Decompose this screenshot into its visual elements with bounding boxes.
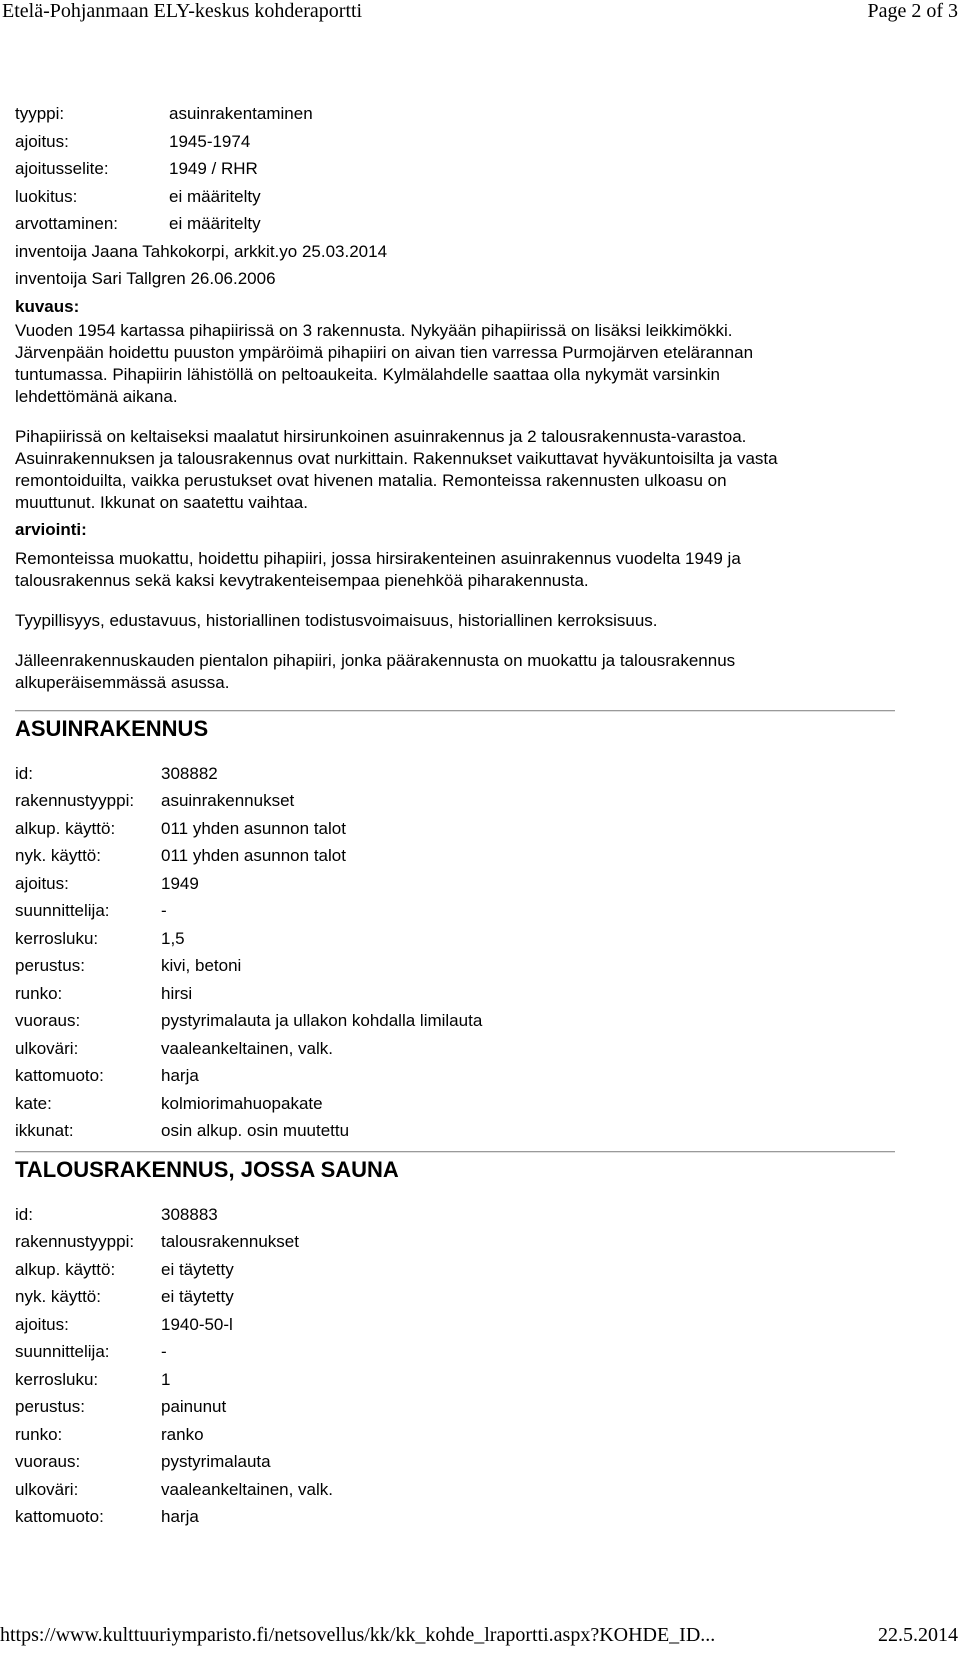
attribute-value: - <box>161 1342 167 1361</box>
attribute-key: vuoraus: <box>15 1011 81 1030</box>
text-line: talousrakennus sekä kaksi kevytrakenteisempaa pienehköä piharakennusta. <box>15 570 589 590</box>
info-key: ajoitus: <box>15 131 69 151</box>
attribute-key: perustus: <box>15 1397 85 1416</box>
info-row <box>15 210 895 238</box>
info-value: asuinrakentaminen <box>169 104 313 123</box>
text-line: Remonteissa muokattu, hoidettu pihapiiri, jossa hirsirakenteinen asuinrakennus vuodelta 1949 ja <box>15 548 741 568</box>
text-line: Pihapiirissä on keltaiseksi maalatut hirsirunkoinen asuinrakennus ja 2 talousrakennusta-varastoa. <box>15 427 747 446</box>
info-row <box>15 155 895 183</box>
attribute-value: kolmiorimahuopakate <box>161 1093 323 1113</box>
page-number: Page 2 of 3 <box>867 0 958 22</box>
attribute-value: kivi, betoni <box>161 956 242 975</box>
attribute-row <box>15 1448 895 1476</box>
attribute-key: suunnittelija: <box>15 901 110 920</box>
attribute-row <box>15 815 895 843</box>
attribute-value: 1949 <box>161 873 199 893</box>
building-heading: ASUINRAKENNUS <box>15 715 209 741</box>
kuvaus-paragraph <box>15 320 895 408</box>
attribute-value: pystyrimalauta <box>161 1452 271 1471</box>
attribute-key: ajoitus: <box>15 873 69 893</box>
attribute-key: kattomuoto: <box>15 1507 104 1526</box>
attribute-row <box>15 1366 895 1394</box>
attribute-row <box>15 1035 895 1063</box>
attribute-row <box>15 1256 895 1284</box>
info-value: 1945-1974 <box>169 131 251 151</box>
attribute-row <box>15 787 895 815</box>
attribute-value: 011 yhden asunnon talot <box>161 818 346 838</box>
attribute-row <box>15 1476 895 1504</box>
attribute-row <box>15 870 895 898</box>
attribute-key: runko: <box>15 1424 63 1444</box>
attribute-key: ajoitus: <box>15 1314 69 1334</box>
attribute-row <box>15 1201 895 1229</box>
page-header <box>0 0 960 26</box>
text-line: remontoiduilta, vaikka perustukset ovat hivenen matalia. Remonteissa rakennusten ulkoasu on <box>15 471 727 490</box>
section-divider <box>15 710 895 712</box>
info-row <box>15 183 895 211</box>
attribute-row <box>15 1503 895 1531</box>
attribute-value: pystyrimalauta ja ullakon kohdalla limilauta <box>161 1011 483 1030</box>
attribute-value: vaaleankeltainen, valk. <box>161 1038 334 1058</box>
text-line: lehdettömänä aikana. <box>15 387 178 406</box>
attribute-key: vuoraus: <box>15 1452 81 1471</box>
report-content <box>15 100 895 1531</box>
text-line: alkuperäisemmässä asussa. <box>15 672 230 692</box>
info-key: luokitus: <box>15 186 78 206</box>
text-line: tuntumassa. Pihapiirin lähistöllä on peltoaukeita. Kylmälahdelle saattaa olla nykymät varsinkin <box>15 365 720 384</box>
attribute-value: 1 <box>161 1369 171 1389</box>
arviointi-paragraph <box>15 610 895 632</box>
info-key: arvottaminen: <box>15 214 118 233</box>
report-title: Etelä-Pohjanmaan ELY-keskus kohderaportti <box>2 0 363 22</box>
info-row <box>15 128 895 156</box>
text-line: Järvenpään hoidettu puuston ympäröimä pihapiiri on aivan tien varressa Purmojärven etelärannan <box>15 343 754 362</box>
arviointi-paragraph <box>15 548 895 592</box>
arviointi-paragraph <box>15 650 895 694</box>
info-value: ei määritelty <box>169 214 261 233</box>
attribute-value: ranko <box>161 1424 204 1444</box>
source-url: https://www.kulttuuriymparisto.fi/netsovellus/kk/kk_kohde_lraportti.aspx?KOHDE_ID... <box>0 1624 716 1646</box>
attribute-key: ulkoväri: <box>15 1479 79 1499</box>
attribute-key: kattomuoto: <box>15 1066 104 1085</box>
attribute-key: alkup. käyttö: <box>15 818 116 838</box>
attribute-value: hirsi <box>161 983 193 1003</box>
building-heading: TALOUSRAKENNUS, JOSSA SAUNA <box>15 1156 399 1182</box>
page-footer <box>0 1624 960 1652</box>
attribute-row <box>15 980 895 1008</box>
print-date: 22.5.2014 <box>878 1624 958 1646</box>
attribute-key: kerrosluku: <box>15 928 99 948</box>
attribute-row <box>15 1311 895 1339</box>
kuvaus-label: kuvaus: <box>15 296 80 316</box>
inventoija-line: inventoija Jaana Tahkokorpi, arkkit.yo 25.03.2014 <box>15 241 388 261</box>
attribute-key: ulkoväri: <box>15 1038 79 1058</box>
text-line: Vuoden 1954 kartassa pihapiirissä on 3 rakennusta. Nykyään pihapiirissä on lisäksi leikkimökki. <box>15 321 733 340</box>
attribute-value: 1,5 <box>161 928 185 948</box>
attribute-key: alkup. käyttö: <box>15 1259 116 1279</box>
attribute-row <box>15 952 895 980</box>
text-line: Tyypillisyys, edustavuus, historiallinen todistusvoimaisuus, historiallinen kerroksisuus. <box>15 610 658 630</box>
info-key: ajoitusselite: <box>15 159 109 178</box>
attribute-row <box>15 1062 895 1090</box>
attribute-value: ei täytetty <box>161 1259 234 1279</box>
attribute-row <box>15 1393 895 1421</box>
attribute-value: 308882 <box>161 763 218 783</box>
inventoija-line: inventoija Sari Tallgren 26.06.2006 <box>15 269 276 288</box>
attribute-value: osin alkup. osin muutettu <box>161 1121 350 1140</box>
attribute-key: id: <box>15 763 33 783</box>
info-value: ei määritelty <box>169 186 261 206</box>
attribute-key: nyk. käyttö: <box>15 1287 101 1306</box>
attribute-value: 308883 <box>161 1204 218 1224</box>
info-key: tyyppi: <box>15 104 65 123</box>
attribute-value: asuinrakennukset <box>161 791 295 810</box>
attribute-key: kate: <box>15 1093 52 1113</box>
section-divider <box>15 1151 895 1153</box>
attribute-key: runko: <box>15 983 63 1003</box>
attribute-row <box>15 1090 895 1118</box>
attribute-row <box>15 1338 895 1366</box>
attribute-row <box>15 925 895 953</box>
attribute-key: kerrosluku: <box>15 1369 99 1389</box>
building-attributes <box>15 1201 895 1531</box>
info-value: 1949 / RHR <box>169 159 258 178</box>
kuvaus-paragraph <box>15 426 895 514</box>
attribute-value: vaaleankeltainen, valk. <box>161 1479 334 1499</box>
attribute-value: painunut <box>161 1397 227 1416</box>
attribute-value: ei täytetty <box>161 1287 234 1306</box>
attribute-key: ikkunat: <box>15 1121 74 1140</box>
attribute-key: rakennustyyppi: <box>15 1232 135 1251</box>
attribute-row <box>15 760 895 788</box>
attribute-row <box>15 1007 895 1035</box>
attribute-value: - <box>161 901 167 920</box>
attribute-row <box>15 1228 895 1256</box>
info-row <box>15 100 895 128</box>
attribute-row <box>15 1283 895 1311</box>
arviointi-label: arviointi: <box>15 520 87 539</box>
attribute-row <box>15 1421 895 1449</box>
text-line: Jälleenrakennuskauden pientalon pihapiiri, jonka päärakennusta on muokattu ja talousrakennus <box>15 650 736 670</box>
attribute-key: nyk. käyttö: <box>15 846 101 865</box>
attribute-row <box>15 1117 895 1145</box>
attribute-value: harja <box>161 1507 199 1526</box>
attribute-key: rakennustyyppi: <box>15 791 135 810</box>
attribute-key: id: <box>15 1204 33 1224</box>
attribute-value: harja <box>161 1066 199 1085</box>
attribute-key: suunnittelija: <box>15 1342 110 1361</box>
info-table <box>15 100 895 238</box>
attribute-value: 011 yhden asunnon talot <box>161 846 346 865</box>
attribute-row <box>15 842 895 870</box>
attribute-key: perustus: <box>15 956 85 975</box>
text-line: muuttunut. Ikkunat on saatettu vaihtaa. <box>15 493 308 512</box>
building-attributes <box>15 760 895 1145</box>
attribute-row <box>15 897 895 925</box>
text-line: Asuinrakennuksen ja talousrakennus ovat nurkittain. Rakennukset vaikuttavat hyväkuntoisilta ja vasta <box>15 449 778 468</box>
attribute-value: talousrakennukset <box>161 1232 299 1251</box>
attribute-value: 1940-50-l <box>161 1314 233 1334</box>
